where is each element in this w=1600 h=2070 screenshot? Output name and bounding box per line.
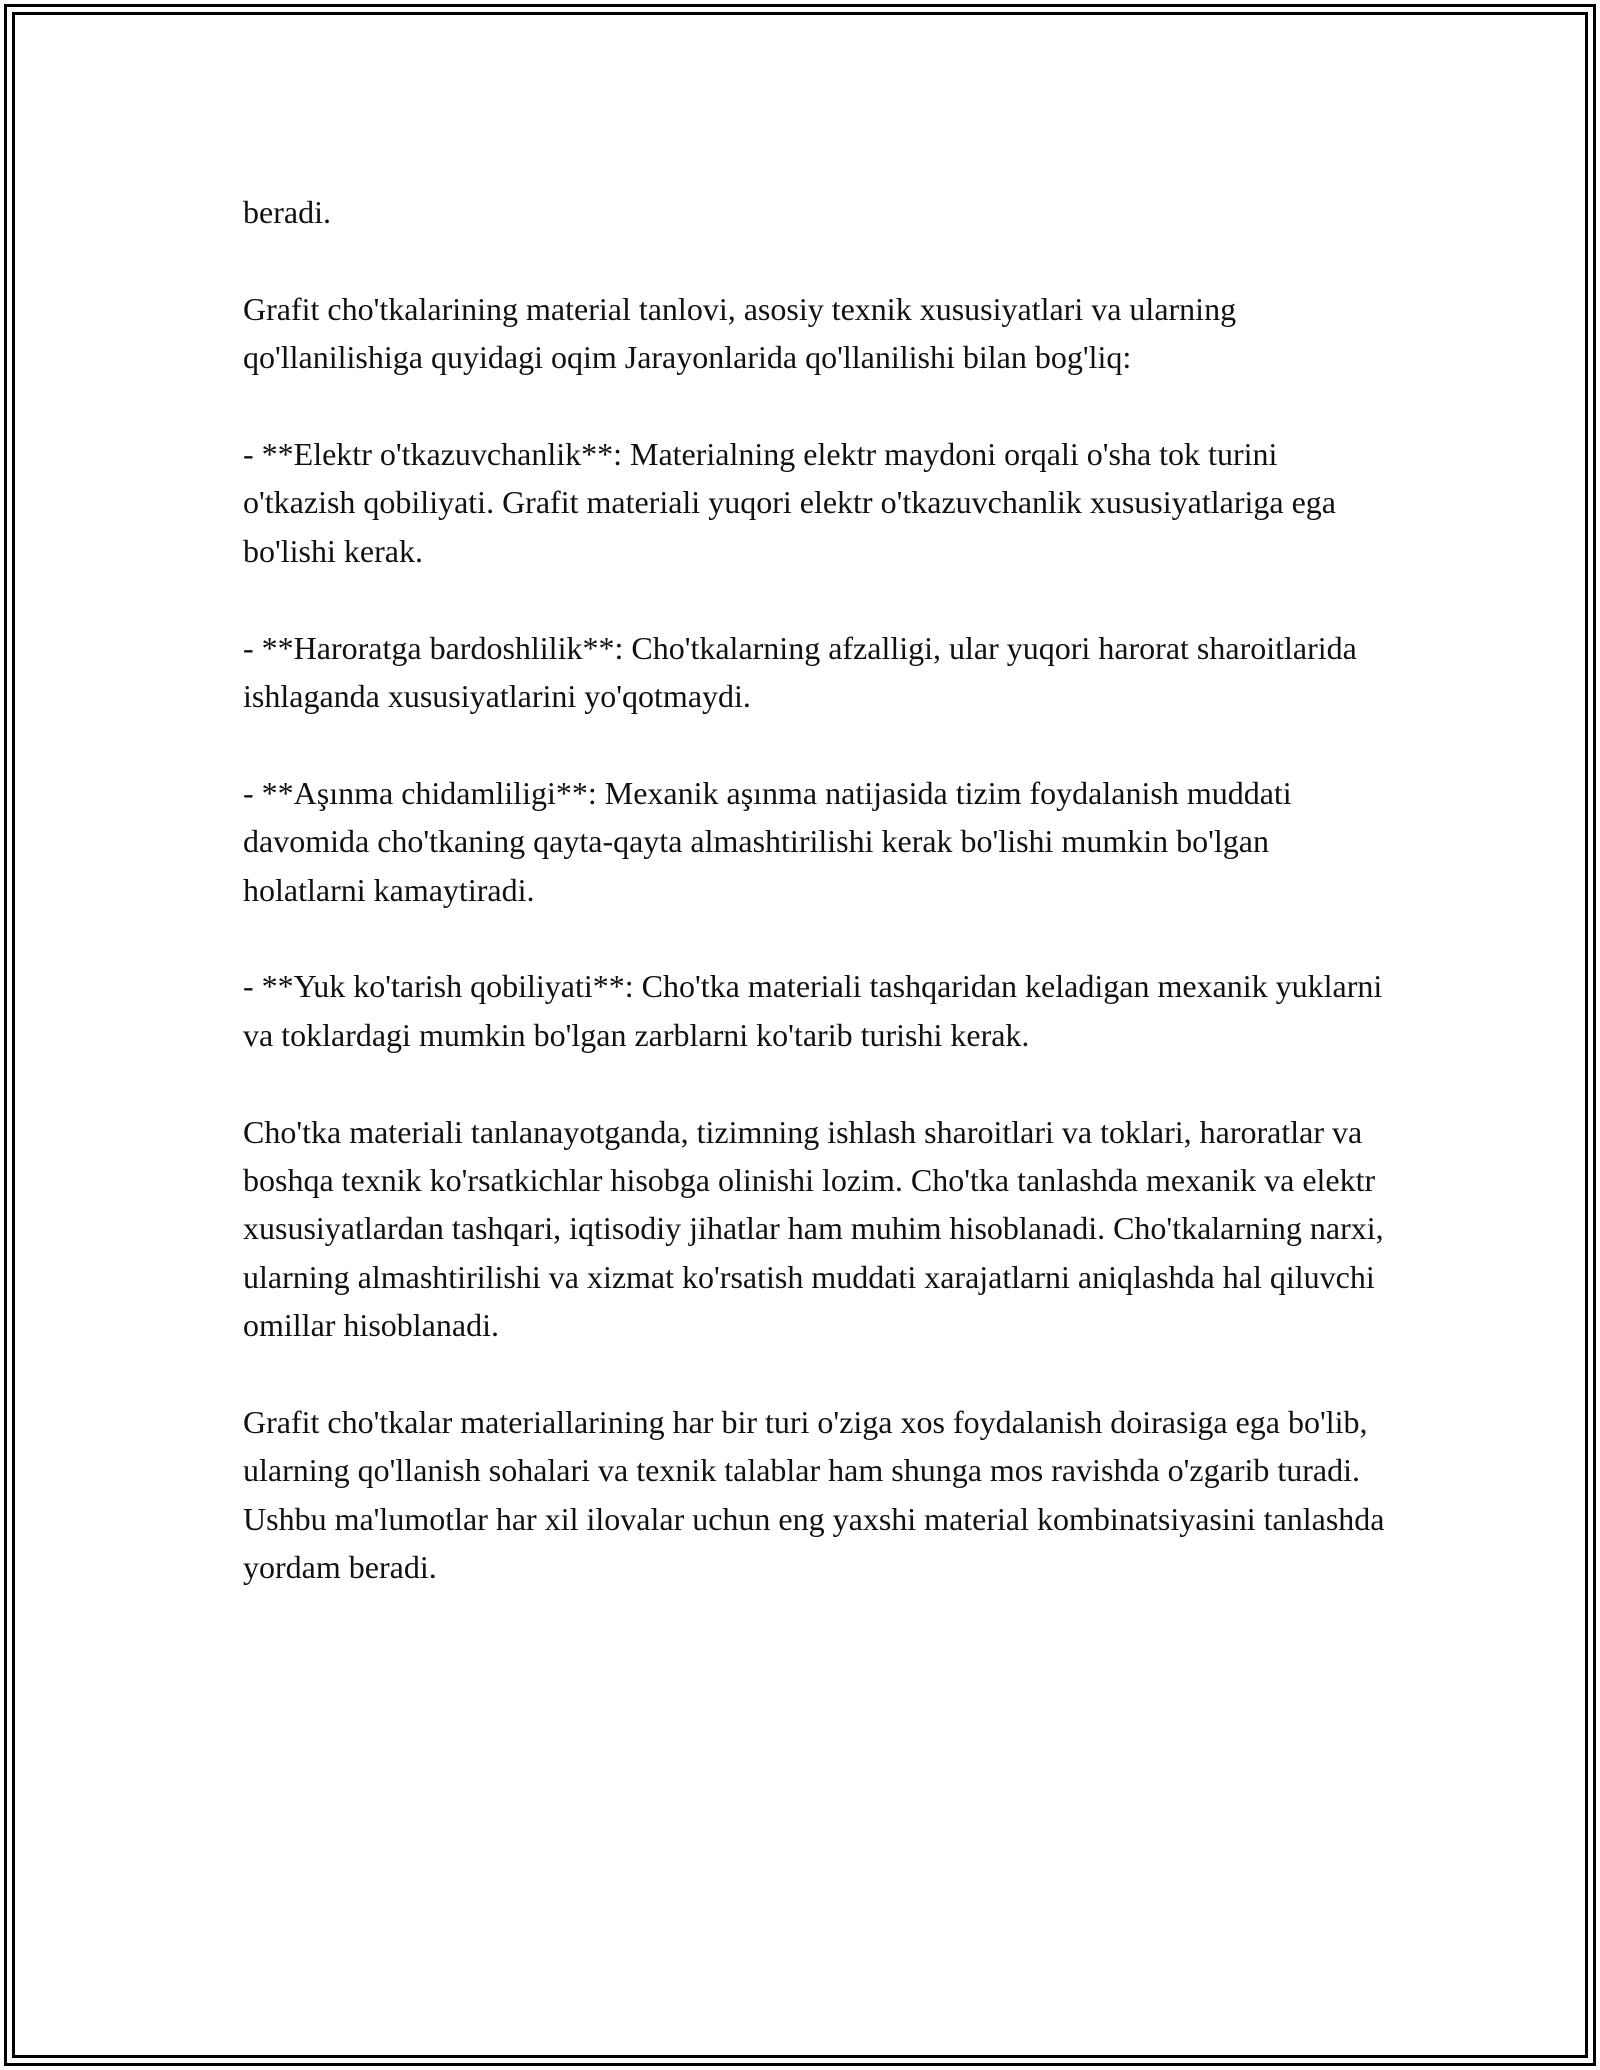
document-body bbox=[243, 188, 1393, 1640]
page-border bbox=[4, 4, 1596, 2066]
list-item-wear-resistance: - **Aşınma chidamliligi**: Mexanik aşınma natijasida tizim foydalanish muddati davomida cho'tkaning qayta-qayta almashtirilishi kerak bo'lishi mumkin bo'lgan holatlarni kamaytiradi. bbox=[243, 774, 1292, 908]
list-item-conductivity: - **Elektr o'tkazuvchanlik**: Materialning elektr maydoni orqali o'sha tok turini o'tkazish qobiliyati. Grafit materiali yuqori elektr o'tkazuvchanlik xususiyatlariga ega bo'lishi kerak. bbox=[243, 436, 1336, 569]
paragraph-conclusion: Grafit cho'tkalar materiallarining har bir turi o'ziga xos foydalanish doirasiga ega bo'lib, ularning qo'llanish sohalari va texnik talablar ham shunga mos ravishda o'zgarib turadi. Ushbu ma'lumotlar har xil ilovalar uchun eng yaxshi material kombinatsiyasini tanlashda yordam beradi. bbox=[243, 1404, 1385, 1586]
list-item-heat-resistance: - **Haroratga bardoshlilik**: Cho'tkalarning afzalligi, ular yuqori harorat sharoitlarida ishlaganda xususiyatlarini yo'qotmaydi. bbox=[243, 629, 1357, 715]
paragraph-selection-criteria: Cho'tka materiali tanlanayotganda, tizimning ishlash sharoitlari va toklari, haroratlar va boshqa texnik ko'rsatkichlar hisobga olinishi lozim. Cho'tka tanlashda mexanik va elektr xususiyatlardan tashqari, iqtisodiy jihatlar ham muhim hisoblanadi. Cho'tkalarning narxi, ularning almashtirilishi va xizmat ko'rsatish muddati xarajatlarni aniqlashda hal qiluvchi omillar hisoblanadi. bbox=[243, 1113, 1384, 1344]
paragraph-intro: Grafit cho'tkalarining material tanlovi, asosiy texnik xususiyatlari va ularning qo'llanilishiga quyidagi oqim Jarayonlarida qo'llanilishi bilan bog'liq: bbox=[243, 290, 1237, 376]
list-item-load-capacity: - **Yuk ko'tarish qobiliyati**: Cho'tka materiali tashqaridan keladigan mexanik yuklarni va toklardagi mumkin bo'lgan zarblarni ko'tarib turishi kerak. bbox=[243, 968, 1383, 1053]
paragraph-continuation: beradi. bbox=[243, 194, 331, 230]
